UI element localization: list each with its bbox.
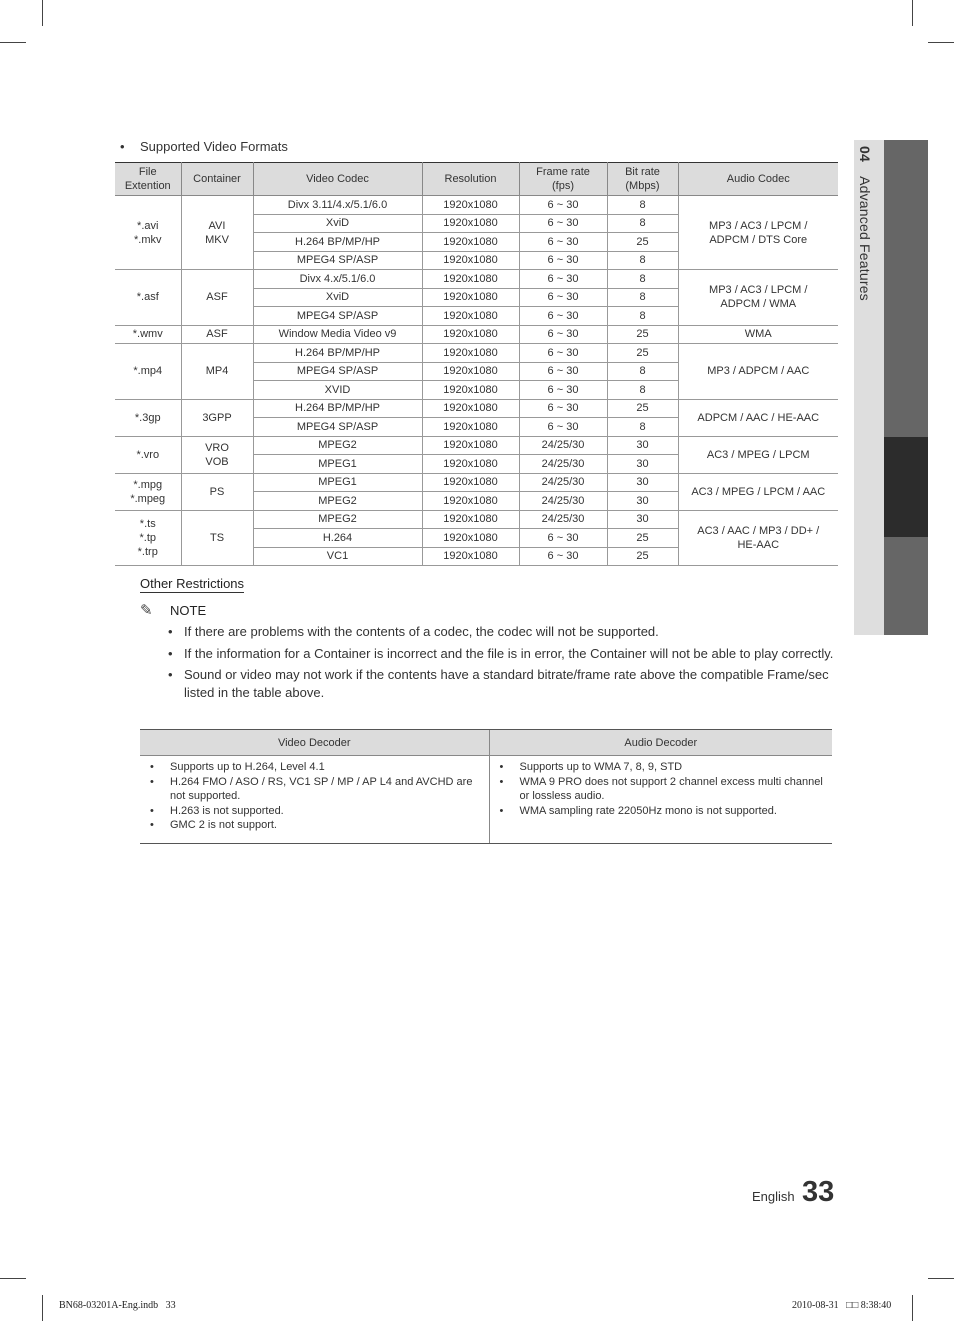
pencil-icon: ✎ xyxy=(140,602,153,619)
bit-rate-cell: 30 xyxy=(607,473,678,492)
file-extension-cell: *.wmv xyxy=(115,325,181,344)
audio-decoder-cell xyxy=(489,756,832,844)
crop-mark xyxy=(42,1295,43,1321)
container-cell: 3GPP xyxy=(181,399,253,436)
audio-codec-cell: AC3 / MPEG / LPCM / AAC xyxy=(678,473,838,510)
section-number: 04 xyxy=(857,146,873,162)
bullet-icon: • xyxy=(150,761,154,773)
resolution-cell: 1920x1080 xyxy=(422,251,519,270)
imprint-timestamp: 2010-08-31 □□ 8:38:40 xyxy=(792,1300,892,1311)
container-cell: ASF xyxy=(181,270,253,326)
column-header: Video Codec xyxy=(253,163,422,196)
container-cell: VRO VOB xyxy=(181,436,253,473)
container-cell: PS xyxy=(181,473,253,510)
frame-rate-cell: 6 ~ 30 xyxy=(519,270,607,289)
section-label xyxy=(857,146,873,301)
video-codec-cell: Divx 4.x/5.1/6.0 xyxy=(253,270,422,289)
bullet-icon: • xyxy=(499,761,504,773)
heading-text: Supported Video Formats xyxy=(140,139,288,154)
video-codec-cell: Divx 3.11/4.x/5.1/6.0 xyxy=(253,196,422,215)
frame-rate-cell: 6 ~ 30 xyxy=(519,529,607,548)
video-codec-cell: MPEG2 xyxy=(253,492,422,511)
resolution-cell: 1920x1080 xyxy=(422,233,519,252)
file-extension-cell: *.vro xyxy=(115,436,181,473)
resolution-cell: 1920x1080 xyxy=(422,344,519,363)
supported-video-formats-table xyxy=(115,162,838,566)
video-codec-cell: VC1 xyxy=(253,547,422,566)
audio-codec-cell: AC3 / MPEG / LPCM xyxy=(678,436,838,473)
video-codec-cell: H.264 BP/MP/HP xyxy=(253,399,422,418)
video-codec-cell: MPEG2 xyxy=(253,436,422,455)
video-codec-cell: H.264 BP/MP/HP xyxy=(253,344,422,363)
video-codec-cell: MPEG4 SP/ASP xyxy=(253,418,422,437)
resolution-cell: 1920x1080 xyxy=(422,492,519,511)
resolution-cell: 1920x1080 xyxy=(422,288,519,307)
resolution-cell: 1920x1080 xyxy=(422,307,519,326)
bit-rate-cell: 8 xyxy=(607,381,678,400)
bit-rate-cell: 8 xyxy=(607,251,678,270)
file-extension-cell: *.avi *.mkv xyxy=(115,196,181,270)
table-row xyxy=(115,325,838,344)
crop-mark xyxy=(0,42,26,43)
video-decoder-item xyxy=(148,804,481,819)
bullet-icon: • xyxy=(168,645,173,661)
video-codec-cell: H.264 xyxy=(253,529,422,548)
note-text: If there are problems with the contents of a codec, the codec will not be supported. xyxy=(184,624,659,639)
bullet-icon: • xyxy=(120,139,125,154)
note-header xyxy=(140,601,206,619)
audio-codec-cell: MP3 / ADPCM / AAC xyxy=(678,344,838,400)
frame-rate-cell: 6 ~ 30 xyxy=(519,325,607,344)
container-cell: TS xyxy=(181,510,253,566)
resolution-cell: 1920x1080 xyxy=(422,325,519,344)
note-item xyxy=(168,666,840,701)
side-tab-active-block xyxy=(884,437,928,537)
crop-mark xyxy=(912,1295,913,1321)
audio-decoder-item xyxy=(498,775,825,804)
resolution-cell: 1920x1080 xyxy=(422,418,519,437)
item-text: GMC 2 is not support. xyxy=(170,819,277,831)
resolution-cell: 1920x1080 xyxy=(422,270,519,289)
video-decoder-item xyxy=(148,818,481,833)
table-row xyxy=(115,510,838,529)
frame-rate-cell: 6 ~ 30 xyxy=(519,196,607,215)
item-text: Supports up to WMA 7, 8, 9, STD xyxy=(519,761,683,773)
bullet-icon: • xyxy=(168,624,173,639)
item-text: H.264 FMO / ASO / RS, VC1 SP / MP / AP L4 and AVCHD are not supported. xyxy=(170,775,473,802)
item-text: Supports up to H.264, Level 4.1 xyxy=(170,761,325,773)
frame-rate-cell: 6 ~ 30 xyxy=(519,307,607,326)
frame-rate-cell: 24/25/30 xyxy=(519,492,607,511)
note-label: NOTE xyxy=(170,603,207,618)
column-header: Bit rate (Mbps) xyxy=(607,163,678,196)
bit-rate-cell: 8 xyxy=(607,418,678,437)
note-item xyxy=(168,645,840,663)
container-cell: AVI MKV xyxy=(181,196,253,270)
section-title: Advanced Features xyxy=(857,176,873,301)
frame-rate-cell: 6 ~ 30 xyxy=(519,381,607,400)
audio-codec-cell: ADPCM / AAC / HE-AAC xyxy=(678,399,838,436)
column-header: Audio Codec xyxy=(678,163,838,196)
bullet-icon: • xyxy=(150,775,154,788)
container-cell: MP4 xyxy=(181,344,253,400)
decoder-table xyxy=(140,729,832,844)
table-row xyxy=(115,196,838,215)
resolution-cell: 1920x1080 xyxy=(422,510,519,529)
resolution-cell: 1920x1080 xyxy=(422,473,519,492)
imprint-file: BN68-03201A-Eng.indb 33 xyxy=(59,1300,176,1311)
crop-mark xyxy=(912,0,913,26)
file-extension-cell: *.mp4 xyxy=(115,344,181,400)
note-list xyxy=(168,623,840,705)
bit-rate-cell: 30 xyxy=(607,510,678,529)
audio-decoder-item xyxy=(498,804,825,819)
frame-rate-cell: 6 ~ 30 xyxy=(519,214,607,233)
frame-rate-cell: 6 ~ 30 xyxy=(519,399,607,418)
bit-rate-cell: 8 xyxy=(607,307,678,326)
column-header: File Extention xyxy=(115,163,181,196)
column-header: Frame rate (fps) xyxy=(519,163,607,196)
table-row xyxy=(115,344,838,363)
resolution-cell: 1920x1080 xyxy=(422,529,519,548)
video-codec-cell: MPEG4 SP/ASP xyxy=(253,362,422,381)
video-codec-cell: MPEG1 xyxy=(253,473,422,492)
frame-rate-cell: 24/25/30 xyxy=(519,510,607,529)
bit-rate-cell: 25 xyxy=(607,399,678,418)
bit-rate-cell: 8 xyxy=(607,288,678,307)
video-codec-cell: MPEG1 xyxy=(253,455,422,474)
video-decoder-cell xyxy=(140,756,489,844)
side-tab-block xyxy=(884,537,928,635)
container-cell: ASF xyxy=(181,325,253,344)
table-row xyxy=(115,270,838,289)
video-decoder-item xyxy=(148,760,481,775)
video-codec-cell: XviD xyxy=(253,214,422,233)
resolution-cell: 1920x1080 xyxy=(422,455,519,474)
other-restrictions-heading: Other Restrictions xyxy=(140,576,245,591)
frame-rate-cell: 6 ~ 30 xyxy=(519,418,607,437)
bit-rate-cell: 25 xyxy=(607,344,678,363)
footer-language: English xyxy=(752,1189,795,1204)
video-codec-cell: Window Media Video v9 xyxy=(253,325,422,344)
frame-rate-cell: 6 ~ 30 xyxy=(519,344,607,363)
audio-codec-cell: MP3 / AC3 / LPCM / ADPCM / WMA xyxy=(678,270,838,326)
resolution-cell: 1920x1080 xyxy=(422,214,519,233)
file-extension-cell: *.asf xyxy=(115,270,181,326)
column-header: Container xyxy=(181,163,253,196)
bullet-icon: • xyxy=(150,819,154,831)
video-codec-cell: XVID xyxy=(253,381,422,400)
video-codec-cell: MPEG4 SP/ASP xyxy=(253,251,422,270)
table-row xyxy=(115,436,838,455)
note-text: If the information for a Container is incorrect and the file is in error, the Container will not be able to play correctly. xyxy=(184,645,834,661)
video-decoder-header: Video Decoder xyxy=(140,730,489,756)
supported-formats-heading xyxy=(120,139,288,154)
resolution-cell: 1920x1080 xyxy=(422,436,519,455)
audio-decoder-header: Audio Decoder xyxy=(489,730,832,756)
item-text: H.263 is not supported. xyxy=(170,804,284,817)
table-row xyxy=(115,473,838,492)
resolution-cell: 1920x1080 xyxy=(422,196,519,215)
crop-mark xyxy=(928,42,954,43)
frame-rate-cell: 6 ~ 30 xyxy=(519,251,607,270)
file-extension-cell: *.ts *.tp *.trp xyxy=(115,510,181,566)
frame-rate-cell: 6 ~ 30 xyxy=(519,233,607,252)
bit-rate-cell: 8 xyxy=(607,270,678,289)
page-number: 33 xyxy=(802,1176,835,1208)
table-row xyxy=(115,399,838,418)
frame-rate-cell: 6 ~ 30 xyxy=(519,362,607,381)
bit-rate-cell: 25 xyxy=(607,547,678,566)
file-extension-cell: *.mpg *.mpeg xyxy=(115,473,181,510)
frame-rate-cell: 6 ~ 30 xyxy=(519,288,607,307)
bit-rate-cell: 30 xyxy=(607,455,678,474)
resolution-cell: 1920x1080 xyxy=(422,547,519,566)
resolution-cell: 1920x1080 xyxy=(422,399,519,418)
bit-rate-cell: 8 xyxy=(607,214,678,233)
bullet-icon: • xyxy=(499,775,504,788)
video-codec-cell: XviD xyxy=(253,288,422,307)
audio-codec-cell: WMA xyxy=(678,325,838,344)
bit-rate-cell: 8 xyxy=(607,362,678,381)
bit-rate-cell: 30 xyxy=(607,492,678,511)
video-decoder-item xyxy=(148,775,481,804)
audio-decoder-item xyxy=(498,760,825,775)
bullet-icon: • xyxy=(499,804,504,817)
bit-rate-cell: 25 xyxy=(607,233,678,252)
item-text: WMA sampling rate 22050Hz mono is not supported. xyxy=(519,804,777,817)
crop-mark xyxy=(0,1278,26,1279)
frame-rate-cell: 24/25/30 xyxy=(519,436,607,455)
audio-codec-cell: AC3 / AAC / MP3 / DD+ / HE-AAC xyxy=(678,510,838,566)
video-codec-cell: H.264 BP/MP/HP xyxy=(253,233,422,252)
column-header: Resolution xyxy=(422,163,519,196)
crop-mark xyxy=(42,0,43,26)
bit-rate-cell: 25 xyxy=(607,529,678,548)
resolution-cell: 1920x1080 xyxy=(422,362,519,381)
bit-rate-cell: 25 xyxy=(607,325,678,344)
bit-rate-cell: 30 xyxy=(607,436,678,455)
frame-rate-cell: 24/25/30 xyxy=(519,473,607,492)
bullet-icon: • xyxy=(150,804,154,817)
crop-mark xyxy=(928,1278,954,1279)
item-text: WMA 9 PRO does not support 2 channel excess multi channel or lossless audio. xyxy=(519,775,823,802)
resolution-cell: 1920x1080 xyxy=(422,381,519,400)
video-codec-cell: MPEG4 SP/ASP xyxy=(253,307,422,326)
bullet-icon: • xyxy=(168,667,173,682)
video-codec-cell: MPEG2 xyxy=(253,510,422,529)
note-text: Sound or video may not work if the contents have a standard bitrate/frame rate above the compatible Frame/sec listed in the table above. xyxy=(184,667,829,700)
file-extension-cell: *.3gp xyxy=(115,399,181,436)
frame-rate-cell: 24/25/30 xyxy=(519,455,607,474)
side-tab-block xyxy=(884,140,928,437)
note-item xyxy=(168,623,840,641)
frame-rate-cell: 6 ~ 30 xyxy=(519,547,607,566)
audio-codec-cell: MP3 / AC3 / LPCM / ADPCM / DTS Core xyxy=(678,196,838,270)
bit-rate-cell: 8 xyxy=(607,196,678,215)
